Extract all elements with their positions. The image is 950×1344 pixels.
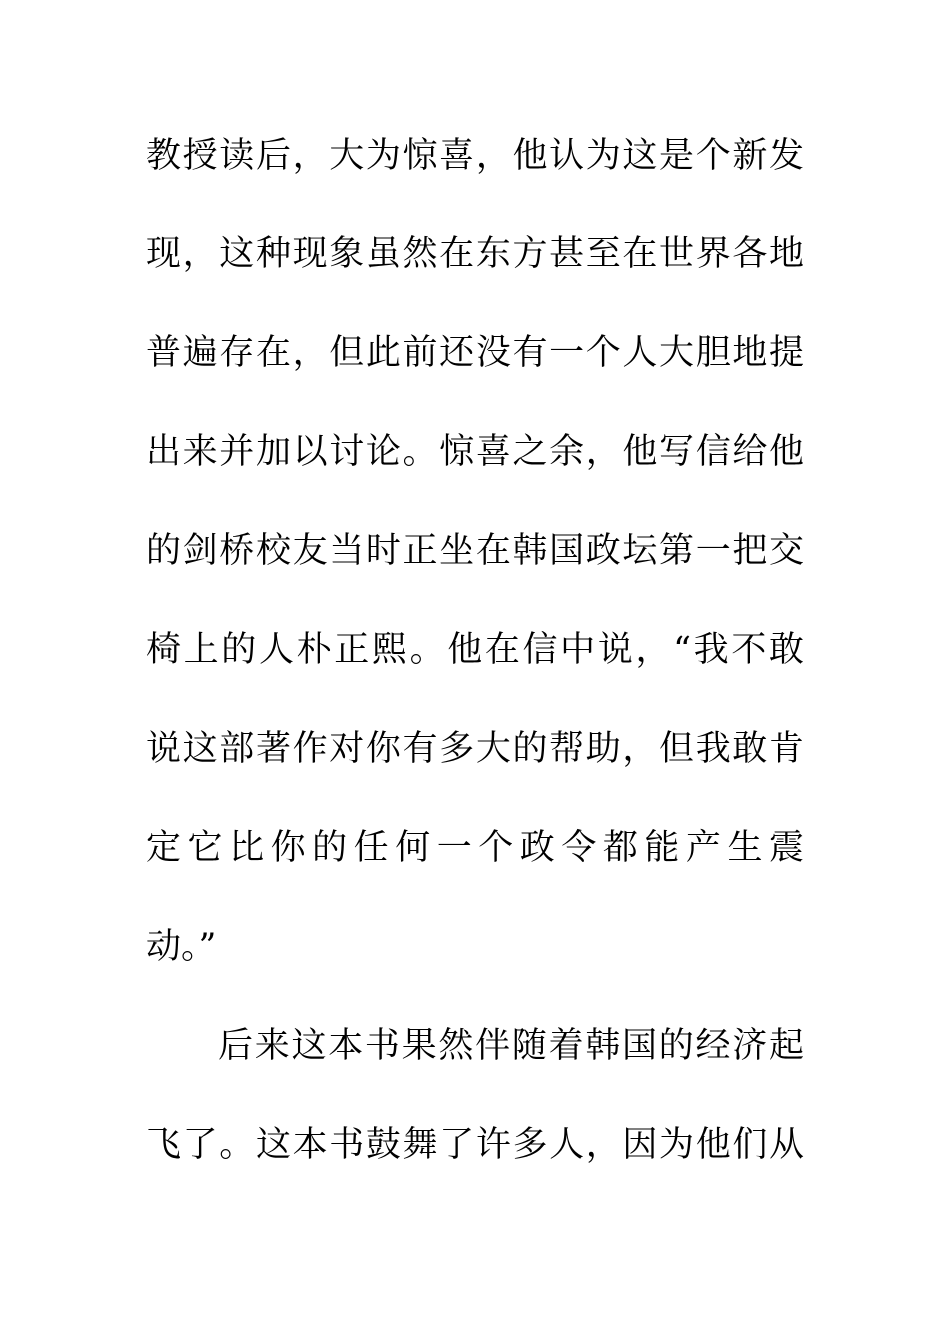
- text-line-2: 现，这种现象虽然在东方甚至在世界各地: [146, 234, 804, 274]
- text-line-1: 教授读后，大为惊喜，他认为这是个新发: [146, 136, 804, 176]
- text-line-6: 椅上的人朴正熙。他在信中说，“我不敢: [146, 630, 804, 670]
- text-line-9: 动。”: [146, 927, 217, 967]
- text-line-7: 说这部著作对你有多大的帮助，但我敢肯: [146, 729, 804, 769]
- text-line-10: 后来这本书果然伴随着韩国的经济起: [218, 1026, 804, 1066]
- text-line-11: 飞了。这本书鼓舞了许多人，因为他们从: [146, 1125, 804, 1165]
- text-line-3: 普遍存在，但此前还没有一个人大胆地提: [146, 333, 804, 373]
- text-line-5: 的剑桥校友当时正坐在韩国政坛第一把交: [146, 531, 804, 571]
- text-line-4: 出来并加以讨论。惊喜之余，他写信给他: [146, 432, 804, 472]
- text-line-8: 定它比你的任何一个政令都能产生震: [146, 828, 804, 868]
